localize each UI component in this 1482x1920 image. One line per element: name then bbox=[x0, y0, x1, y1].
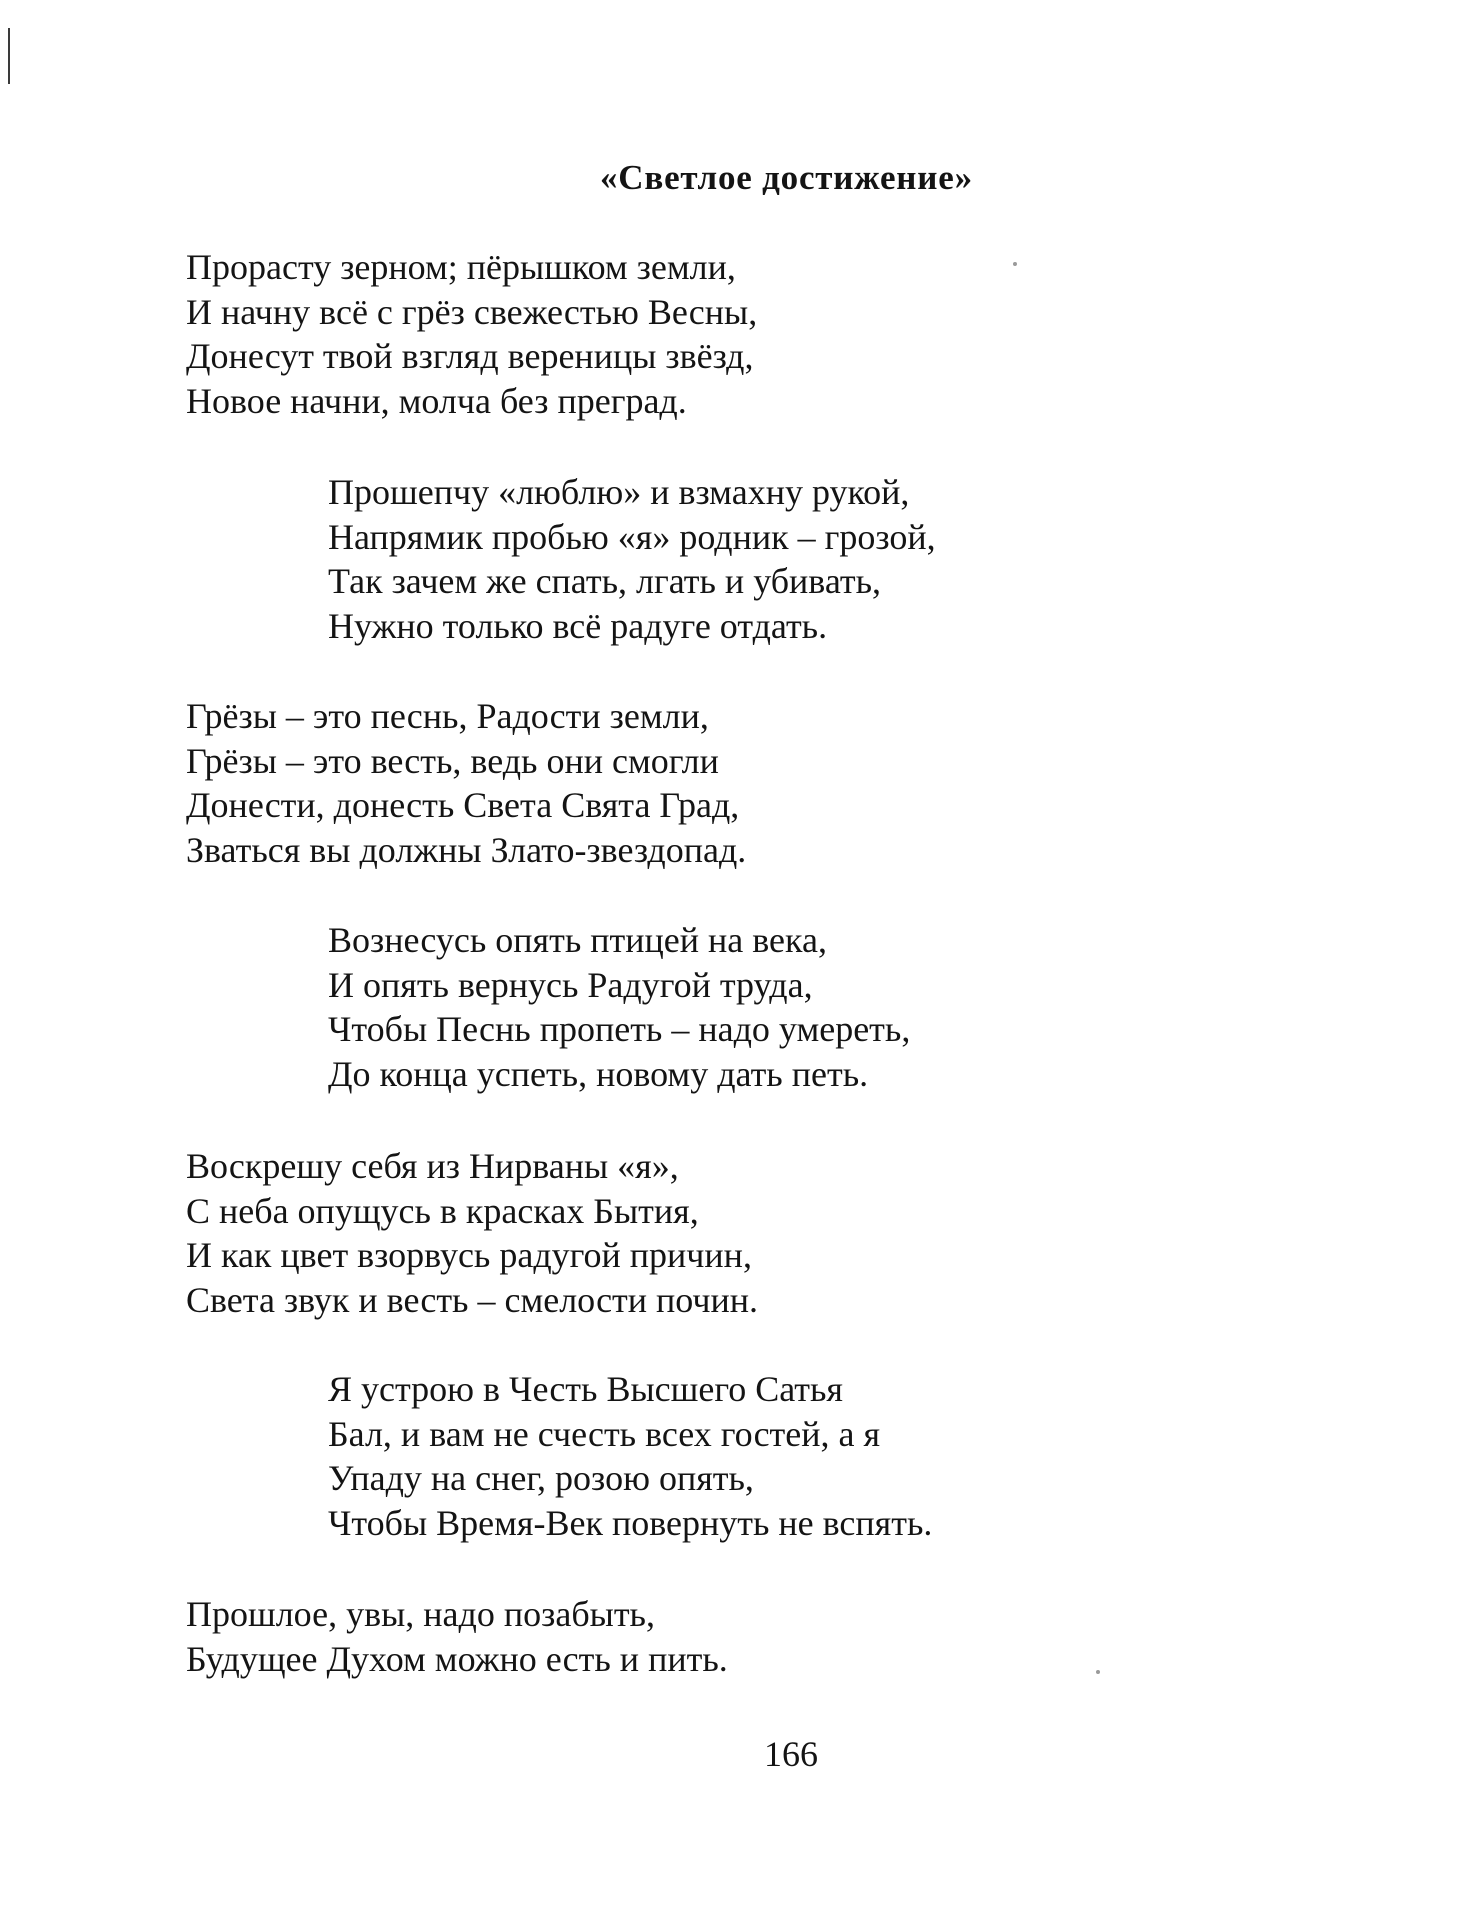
stanza bbox=[328, 1367, 932, 1545]
poem-line: Донести, донесть Света Свята Град, bbox=[186, 785, 740, 825]
poem-line: Упаду на снег, розою опять, bbox=[328, 1458, 754, 1498]
poem-line: Зваться вы должны Злато-звездопад. bbox=[186, 829, 747, 870]
poem-line: До конца успеть, новому дать петь. bbox=[328, 1053, 869, 1094]
page-number: 166 bbox=[764, 1734, 818, 1774]
poem-line: Грёзы – это весть, ведь они смогли bbox=[186, 740, 719, 781]
poem-line: Я устрою в Честь Высшего Сатья bbox=[328, 1369, 843, 1409]
poem-line: Чтобы Время-Век повернуть не вспять. bbox=[328, 1502, 933, 1543]
poem-line: Донесут твой взгляд вереницы звёзд, bbox=[186, 336, 754, 376]
stanza bbox=[328, 470, 936, 648]
poem-title: «Светлое достижение» bbox=[600, 158, 973, 197]
poem-line: Света звук и весть – смелости почин. bbox=[186, 1279, 759, 1320]
poem-line: И начну всё с грёз свежестью Весны, bbox=[186, 291, 758, 332]
poem-line: Чтобы Песнь пропеть – надо умереть, bbox=[328, 1009, 911, 1049]
poem-line: Прошепчу «люблю» и взмахну рукой, bbox=[328, 472, 910, 512]
poem-line: Нужно только всё радуге отдать. bbox=[328, 605, 828, 646]
poem-line: Будущее Духом можно есть и пить. bbox=[186, 1638, 728, 1679]
poem-line: Новое начни, молча без преград. bbox=[186, 380, 687, 421]
stanza bbox=[328, 918, 910, 1096]
stanza bbox=[186, 1592, 728, 1681]
poem-line: И как цвет взорвусь радугой причин, bbox=[186, 1235, 752, 1275]
poem-line: С неба опущусь в красках Бытия, bbox=[186, 1190, 699, 1231]
poem-line: Воскрешу себя из Нирваны «я», bbox=[186, 1146, 679, 1186]
poem-line: Прорасту зерном; пёрышком земли, bbox=[186, 247, 736, 287]
scan-edge-mark bbox=[8, 28, 10, 84]
stanza bbox=[186, 1144, 758, 1322]
poem-line: Вознесусь опять птицей на века, bbox=[328, 920, 827, 960]
poem-line: Так зачем же спать, лгать и убивать, bbox=[328, 561, 882, 601]
stanza bbox=[186, 694, 746, 872]
scan-speck bbox=[1096, 1670, 1100, 1674]
scan-speck bbox=[1013, 262, 1017, 266]
poem-line: И опять вернусь Радугой труда, bbox=[328, 964, 813, 1005]
poem-line: Бал, и вам не счесть всех гостей, а я bbox=[328, 1413, 881, 1454]
poem-line: Напрямик пробью «я» родник – грозой, bbox=[328, 516, 936, 557]
stanza bbox=[186, 245, 757, 423]
poem-line: Прошлое, увы, надо позабыть, bbox=[186, 1594, 655, 1634]
poem-line: Грёзы – это песнь, Радости земли, bbox=[186, 696, 709, 736]
